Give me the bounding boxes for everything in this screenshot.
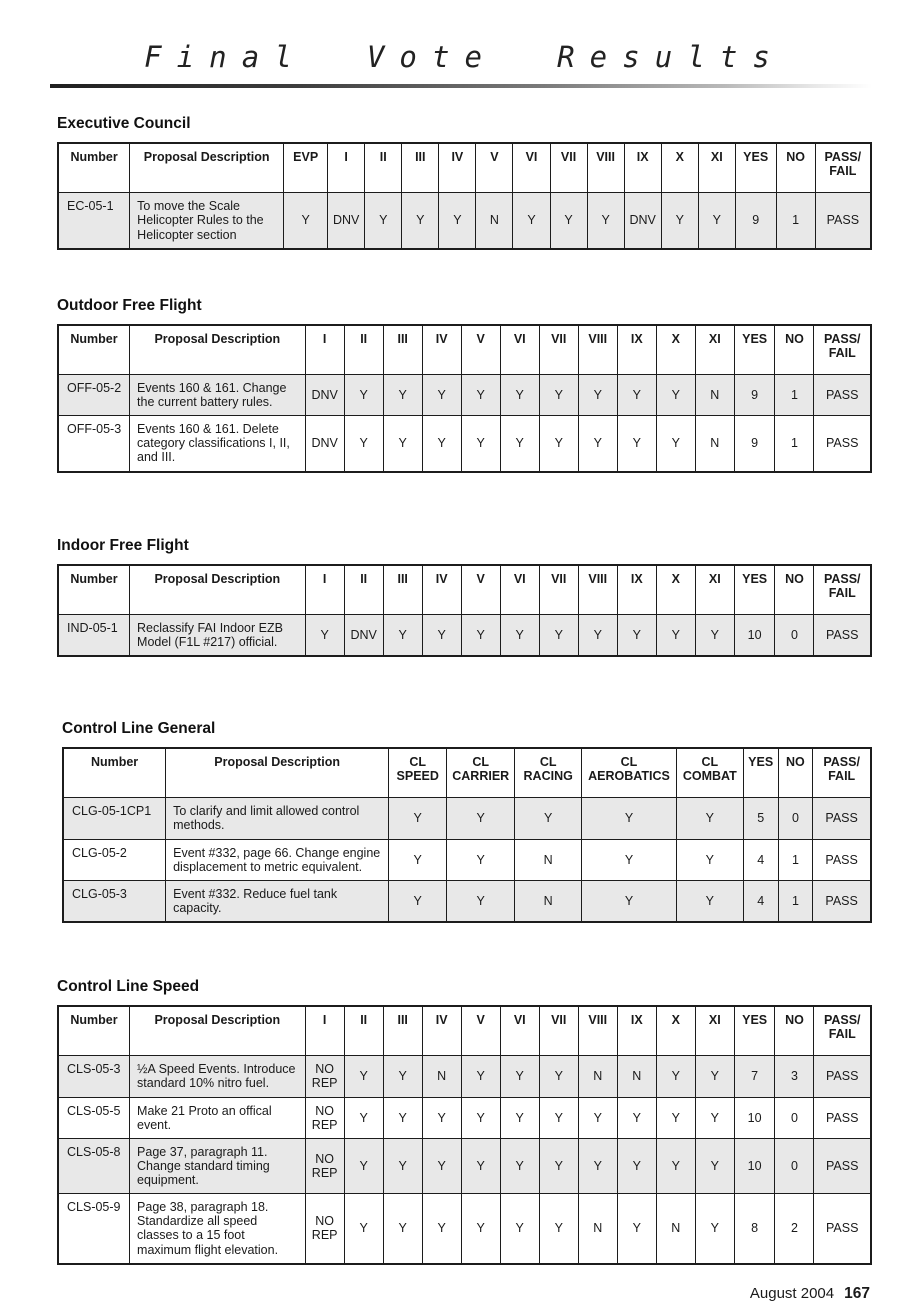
vote-cell: Y: [389, 880, 447, 922]
column-header-yes: YES: [735, 143, 776, 193]
no-count-cell: 0: [775, 614, 814, 656]
proposal-description-cell: ½A Speed Events. Introduce standard 10% nitro fuel.: [130, 1056, 306, 1097]
vote-cell: Y: [661, 193, 698, 249]
column-header-i: I: [305, 325, 344, 375]
vote-cell: Y: [617, 1194, 656, 1264]
vote-cell: Y: [422, 416, 461, 472]
vote-cell: Y: [383, 1138, 422, 1193]
pass-fail-cell: PASS: [814, 1194, 871, 1264]
no-count-cell: 0: [775, 1097, 814, 1138]
column-header-x: X: [656, 565, 695, 615]
vote-cell: Y: [344, 1138, 383, 1193]
column-header-iv: IV: [422, 565, 461, 615]
vote-cell: Y: [447, 839, 515, 880]
title-rule: [50, 84, 872, 88]
column-header-v: V: [476, 143, 513, 193]
vote-cell: Y: [578, 416, 617, 472]
vote-cell: Y: [389, 798, 447, 839]
vote-cell: N: [656, 1194, 695, 1264]
pass-fail-cell: PASS: [814, 1097, 871, 1138]
column-header-viii: VIII: [578, 325, 617, 375]
column-header-viii: VIII: [578, 565, 617, 615]
results-table: [62, 747, 872, 923]
vote-cell: Y: [539, 374, 578, 415]
vote-cell: Y: [383, 1056, 422, 1097]
vote-cell: Y: [695, 1056, 734, 1097]
column-header-v: V: [461, 565, 500, 615]
column-header-pass-fail: PASS/ FAIL: [813, 748, 871, 798]
proposal-description-cell: To clarify and limit allowed control methods.: [166, 798, 389, 839]
yes-count-cell: 7: [734, 1056, 775, 1097]
column-header-xi: XI: [695, 325, 734, 375]
vote-cell: Y: [500, 1138, 539, 1193]
vote-cell: N: [515, 880, 582, 922]
column-header-ix: IX: [617, 325, 656, 375]
vote-cell: NO REP: [305, 1056, 344, 1097]
column-header-ii: II: [344, 565, 383, 615]
vote-cell: Y: [695, 1194, 734, 1264]
column-header-ix: IX: [617, 1006, 656, 1056]
vote-cell: Y: [344, 416, 383, 472]
table-row: [63, 880, 871, 922]
yes-count-cell: 10: [734, 614, 775, 656]
section-heading: Outdoor Free Flight: [57, 296, 202, 314]
column-header-vi: VI: [500, 1006, 539, 1056]
pass-fail-cell: PASS: [814, 416, 871, 472]
column-header-ii: II: [365, 143, 402, 193]
column-header-vii: VII: [550, 143, 587, 193]
vote-cell: Y: [676, 839, 743, 880]
column-header-number: Number: [58, 565, 130, 615]
vote-cell: Y: [461, 374, 500, 415]
table-header-row: [58, 325, 871, 375]
column-header-yes: YES: [734, 325, 775, 375]
table-row: [58, 374, 871, 415]
pass-fail-cell: PASS: [814, 374, 871, 415]
vote-cell: N: [695, 374, 734, 415]
vote-cell: N: [476, 193, 513, 249]
vote-cell: Y: [587, 193, 624, 249]
vote-cell: Y: [578, 1138, 617, 1193]
column-header-iv: IV: [422, 325, 461, 375]
no-count-cell: 1: [776, 193, 815, 249]
no-count-cell: 1: [775, 416, 814, 472]
column-header-pass-fail: PASS/ FAIL: [814, 565, 871, 615]
vote-cell: Y: [344, 1056, 383, 1097]
vote-cell: Y: [582, 880, 677, 922]
vote-cell: Y: [515, 798, 582, 839]
column-header-i: I: [305, 1006, 344, 1056]
vote-cell: Y: [539, 1194, 578, 1264]
vote-cell: Y: [656, 1056, 695, 1097]
vote-cell: Y: [439, 193, 476, 249]
column-header-pass-fail: PASS/ FAIL: [815, 143, 871, 193]
vote-cell: Y: [695, 1097, 734, 1138]
vote-cell: Y: [539, 1138, 578, 1193]
column-header-viii: VIII: [578, 1006, 617, 1056]
yes-count-cell: 8: [734, 1194, 775, 1264]
vote-cell: Y: [617, 614, 656, 656]
pass-fail-cell: PASS: [813, 880, 871, 922]
vote-cell: DNV: [344, 614, 383, 656]
vote-cell: Y: [539, 1097, 578, 1138]
proposal-number-cell: CLS-05-9: [58, 1194, 130, 1264]
column-header-vi: VI: [500, 565, 539, 615]
vote-cell: Y: [578, 374, 617, 415]
no-count-cell: 2: [775, 1194, 814, 1264]
proposal-number-cell: CLG-05-3: [63, 880, 166, 922]
pass-fail-cell: PASS: [814, 614, 871, 656]
column-header-vii: VII: [539, 1006, 578, 1056]
table-row: [58, 1138, 871, 1193]
vote-cell: Y: [447, 798, 515, 839]
proposal-description-cell: Reclassify FAI Indoor EZB Model (F1L #217) official.: [130, 614, 306, 656]
vote-cell: Y: [656, 416, 695, 472]
column-header-number: Number: [58, 143, 130, 193]
column-header-i: I: [305, 565, 344, 615]
column-header-vi: VI: [513, 143, 550, 193]
vote-cell: Y: [284, 193, 328, 249]
results-table: [57, 324, 872, 473]
vote-cell: Y: [344, 1194, 383, 1264]
vote-cell: Y: [461, 1138, 500, 1193]
section-control-line-speed: [57, 978, 872, 1265]
column-header-cl-carrier: CL CARRIER: [447, 748, 515, 798]
proposal-description-cell: To move the Scale Helicopter Rules to the Helicopter section: [130, 193, 284, 249]
column-header-iii: III: [383, 565, 422, 615]
column-header-proposal-description: Proposal Description: [130, 143, 284, 193]
column-header-no: NO: [776, 143, 815, 193]
no-count-cell: 0: [778, 798, 813, 839]
column-header-cl-aerobatics: CL AEROBATICS: [582, 748, 677, 798]
vote-cell: Y: [698, 193, 735, 249]
proposal-number-cell: CLG-05-2: [63, 839, 166, 880]
vote-cell: Y: [461, 416, 500, 472]
pass-fail-cell: PASS: [814, 1056, 871, 1097]
vote-cell: Y: [344, 374, 383, 415]
vote-cell: Y: [365, 193, 402, 249]
vote-cell: Y: [461, 1194, 500, 1264]
vote-cell: Y: [461, 614, 500, 656]
vote-cell: Y: [617, 1138, 656, 1193]
column-header-vii: VII: [539, 565, 578, 615]
column-header-x: X: [656, 325, 695, 375]
section-heading: Control Line Speed: [57, 978, 200, 995]
column-header-proposal-description: Proposal Description: [130, 325, 306, 375]
yes-count-cell: 10: [734, 1097, 775, 1138]
vote-cell: Y: [656, 614, 695, 656]
table-row: [58, 416, 871, 472]
vote-cell: Y: [617, 1097, 656, 1138]
vote-cell: Y: [500, 1056, 539, 1097]
vote-cell: NO REP: [305, 1194, 344, 1264]
column-header-yes: YES: [743, 748, 778, 798]
column-header-proposal-description: Proposal Description: [130, 565, 306, 615]
table-header-row: [58, 565, 871, 615]
column-header-proposal-description: Proposal Description: [130, 1006, 306, 1056]
column-header-yes: YES: [734, 1006, 775, 1056]
column-header-cl-combat: CL COMBAT: [676, 748, 743, 798]
vote-cell: Y: [500, 416, 539, 472]
section-heading: Control Line General: [62, 720, 216, 737]
vote-cell: Y: [383, 416, 422, 472]
column-header-xi: XI: [695, 565, 734, 615]
page: [0, 40, 916, 1303]
vote-cell: Y: [676, 880, 743, 922]
proposal-description-cell: Page 38, paragraph 18. Standardize all speed classes to a 15 foot maximum flight elevation.: [130, 1194, 306, 1264]
vote-cell: Y: [383, 1194, 422, 1264]
no-count-cell: 1: [778, 880, 813, 922]
vote-cell: Y: [461, 1056, 500, 1097]
column-header-number: Number: [58, 325, 130, 375]
vote-cell: Y: [383, 614, 422, 656]
column-header-v: V: [461, 1006, 500, 1056]
vote-cell: Y: [695, 614, 734, 656]
table-row: [58, 1056, 871, 1097]
no-count-cell: 0: [775, 1138, 814, 1193]
column-header-proposal-description: Proposal Description: [166, 748, 389, 798]
vote-cell: DNV: [328, 193, 365, 249]
vote-cell: DNV: [624, 193, 661, 249]
vote-cell: Y: [383, 1097, 422, 1138]
column-header-number: Number: [63, 748, 166, 798]
vote-cell: Y: [422, 614, 461, 656]
vote-cell: N: [578, 1194, 617, 1264]
proposal-number-cell: CLS-05-3: [58, 1056, 130, 1097]
column-header-v: V: [461, 325, 500, 375]
table-row: [58, 614, 871, 656]
column-header-iii: III: [402, 143, 439, 193]
table-row: [58, 1194, 871, 1264]
table-row: [58, 193, 871, 249]
vote-cell: Y: [422, 1194, 461, 1264]
column-header-ii: II: [344, 1006, 383, 1056]
vote-cell: NO REP: [305, 1097, 344, 1138]
proposal-number-cell: CLG-05-1CP1: [63, 798, 166, 839]
proposal-description-cell: Event #332. Reduce fuel tank capacity.: [166, 880, 389, 922]
proposal-description-cell: Events 160 & 161. Change the current battery rules.: [130, 374, 306, 415]
yes-count-cell: 10: [734, 1138, 775, 1193]
section-heading: Indoor Free Flight: [57, 536, 189, 554]
yes-count-cell: 9: [734, 374, 775, 415]
no-count-cell: 1: [775, 374, 814, 415]
section-indoor-free-flight: [57, 537, 872, 658]
vote-cell: Y: [422, 374, 461, 415]
yes-count-cell: 5: [743, 798, 778, 839]
vote-cell: Y: [344, 1097, 383, 1138]
table-header-row: [63, 748, 871, 798]
column-header-iii: III: [383, 1006, 422, 1056]
column-header-xi: XI: [698, 143, 735, 193]
vote-cell: N: [578, 1056, 617, 1097]
vote-cell: Y: [656, 1138, 695, 1193]
section-control-line-general: [57, 720, 872, 923]
results-table: [57, 142, 872, 250]
yes-count-cell: 9: [735, 193, 776, 249]
no-count-cell: 3: [775, 1056, 814, 1097]
vote-cell: Y: [305, 614, 344, 656]
proposal-number-cell: OFF-05-2: [58, 374, 130, 415]
proposal-number-cell: CLS-05-8: [58, 1138, 130, 1193]
proposal-number-cell: EC-05-1: [58, 193, 130, 249]
section-heading: Executive Council: [57, 115, 191, 132]
yes-count-cell: 9: [734, 416, 775, 472]
vote-cell: Y: [582, 839, 677, 880]
proposal-number-cell: IND-05-1: [58, 614, 130, 656]
pass-fail-cell: PASS: [814, 1138, 871, 1193]
vote-cell: NO REP: [305, 1138, 344, 1193]
column-header-yes: YES: [734, 565, 775, 615]
page-title: Final Vote Results: [144, 40, 785, 74]
vote-cell: Y: [422, 1097, 461, 1138]
column-header-xi: XI: [695, 1006, 734, 1056]
column-header-ii: II: [344, 325, 383, 375]
column-header-iv: IV: [422, 1006, 461, 1056]
pass-fail-cell: PASS: [813, 839, 871, 880]
footer-page-number: 167: [844, 1284, 870, 1302]
table-header-row: [58, 143, 871, 193]
no-count-cell: 1: [778, 839, 813, 880]
vote-cell: Y: [539, 416, 578, 472]
column-header-pass-fail: PASS/ FAIL: [814, 1006, 871, 1056]
vote-cell: Y: [695, 1138, 734, 1193]
column-header-x: X: [661, 143, 698, 193]
vote-cell: Y: [676, 798, 743, 839]
column-header-ix: IX: [624, 143, 661, 193]
vote-cell: N: [422, 1056, 461, 1097]
vote-cell: Y: [500, 1097, 539, 1138]
column-header-iv: IV: [439, 143, 476, 193]
column-header-vi: VI: [500, 325, 539, 375]
column-header-vii: VII: [539, 325, 578, 375]
proposal-description-cell: Make 21 Proto an offical event.: [130, 1097, 306, 1138]
table-row: [58, 1097, 871, 1138]
pass-fail-cell: PASS: [813, 798, 871, 839]
vote-cell: Y: [461, 1097, 500, 1138]
vote-cell: Y: [500, 1194, 539, 1264]
vote-cell: Y: [447, 880, 515, 922]
table-header-row: [58, 1006, 871, 1056]
vote-cell: Y: [383, 374, 422, 415]
vote-cell: Y: [500, 374, 539, 415]
vote-cell: Y: [617, 416, 656, 472]
column-header-evp: EVP: [284, 143, 328, 193]
vote-cell: N: [695, 416, 734, 472]
pass-fail-cell: PASS: [815, 193, 871, 249]
column-header-no: NO: [778, 748, 813, 798]
footer-issue: August 2004: [749, 1284, 835, 1302]
vote-cell: Y: [422, 1138, 461, 1193]
vote-cell: Y: [578, 614, 617, 656]
column-header-ix: IX: [617, 565, 656, 615]
column-header-iii: III: [383, 325, 422, 375]
column-header-cl-speed: CL SPEED: [389, 748, 447, 798]
vote-cell: Y: [578, 1097, 617, 1138]
proposal-description-cell: Events 160 & 161. Delete category classifications I, II, and III.: [130, 416, 306, 472]
table-row: [63, 798, 871, 839]
vote-cell: Y: [550, 193, 587, 249]
yes-count-cell: 4: [743, 880, 778, 922]
results-table: [57, 564, 872, 658]
vote-cell: N: [515, 839, 582, 880]
column-header-x: X: [656, 1006, 695, 1056]
yes-count-cell: 4: [743, 839, 778, 880]
column-header-no: NO: [775, 565, 814, 615]
vote-cell: N: [617, 1056, 656, 1097]
column-header-cl-racing: CL RACING: [515, 748, 582, 798]
column-header-no: NO: [775, 325, 814, 375]
results-table: [57, 1005, 872, 1265]
vote-cell: Y: [656, 374, 695, 415]
column-header-pass-fail: PASS/ FAIL: [814, 325, 871, 375]
column-header-number: Number: [58, 1006, 130, 1056]
vote-cell: Y: [402, 193, 439, 249]
footer: [57, 1285, 872, 1303]
vote-cell: Y: [500, 614, 539, 656]
section-executive-council: [57, 115, 872, 250]
proposal-description-cell: Page 37, paragraph 11. Change standard timing equipment.: [130, 1138, 306, 1193]
vote-cell: Y: [582, 798, 677, 839]
vote-cell: Y: [617, 374, 656, 415]
column-header-i: I: [328, 143, 365, 193]
table-row: [63, 839, 871, 880]
vote-cell: Y: [539, 1056, 578, 1097]
proposal-description-cell: Event #332, page 66. Change engine displacement to metric equivalent.: [166, 839, 389, 880]
section-outdoor-free-flight: [57, 297, 872, 473]
vote-cell: Y: [656, 1097, 695, 1138]
proposal-number-cell: CLS-05-5: [58, 1097, 130, 1138]
column-header-no: NO: [775, 1006, 814, 1056]
vote-cell: DNV: [305, 374, 344, 415]
vote-cell: DNV: [305, 416, 344, 472]
vote-cell: Y: [539, 614, 578, 656]
vote-cell: Y: [389, 839, 447, 880]
vote-cell: Y: [513, 193, 550, 249]
proposal-number-cell: OFF-05-3: [58, 416, 130, 472]
column-header-viii: VIII: [587, 143, 624, 193]
